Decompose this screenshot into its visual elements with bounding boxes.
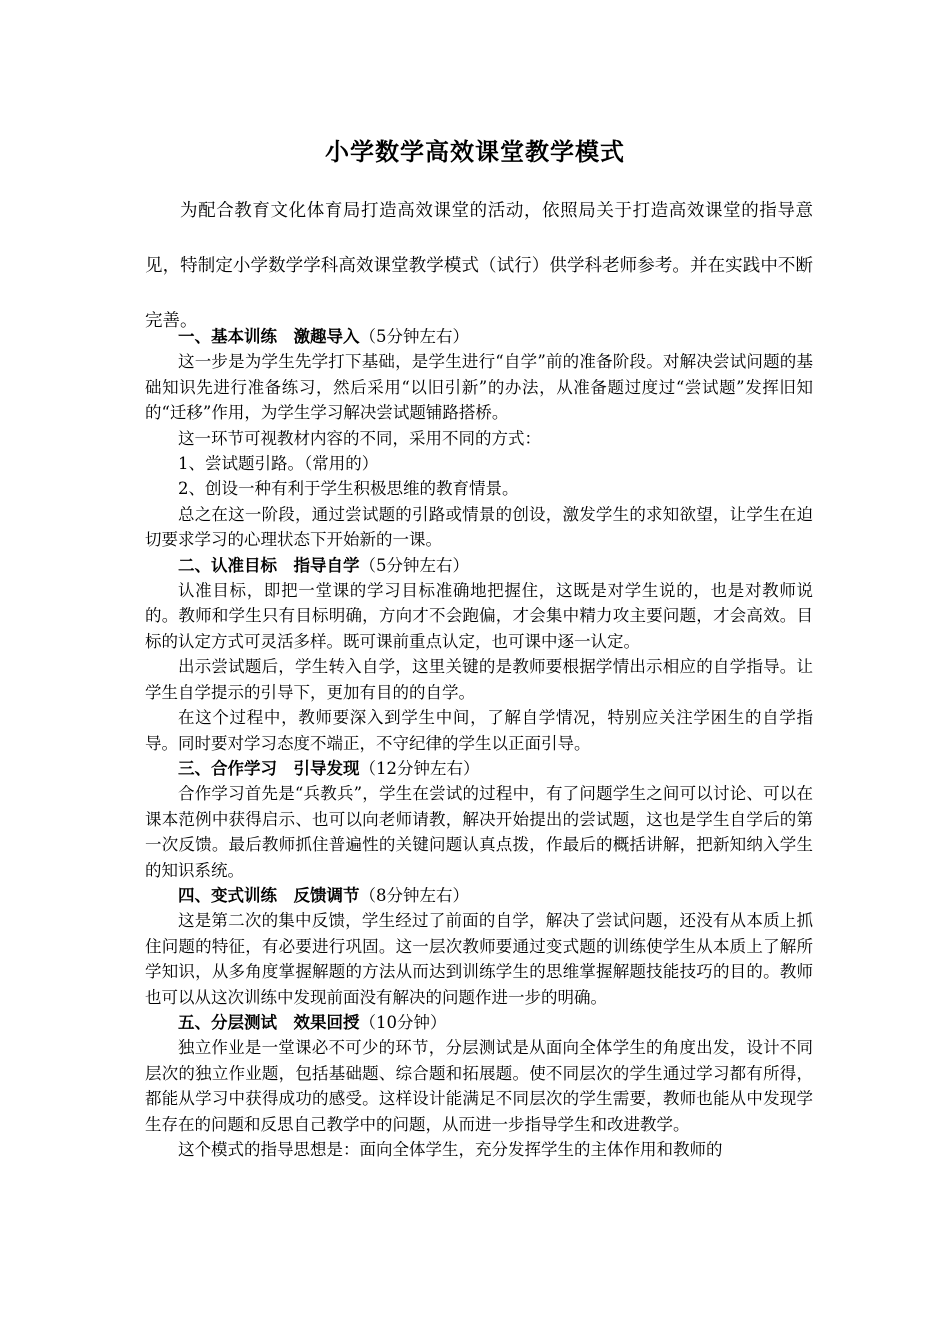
section-time: （8分钟左右） [359, 885, 469, 905]
body-paragraph: 这是第二次的集中反馈，学生经过了前面的自学，解决了尝试问题，还没有从本质上抓住问题的特征，有必要进行巩固。这一层次教师要通过变式题的训练使学生从本质上了解所学知识，从多角度掌握解题的方法从而达到训练学生的思维掌握解题技能技巧的目的。教师也可以从这次训练中发现前面没有解决的问题作进一步的明确。 [145, 911, 813, 1007]
section-heading [145, 883, 813, 908]
body-paragraph: 这个模式的指导思想是：面向全体学生，充分发挥学生的主体作用和教师的 [178, 1140, 723, 1159]
list-item: 2、创设一种有利于学生积极思维的教育情景。 [178, 479, 519, 499]
section-heading-label: 三、合作学习 引导发现 [178, 758, 360, 778]
section-heading [145, 1010, 813, 1035]
intro-paragraph: 为配合教育文化体育局打造高效课堂的活动，依照局关于打造高效课堂的指导意见，特制定小学数学学科高效课堂教学模式（试行）供学科老师参考。并在实践中不断完善。 [145, 201, 813, 331]
body-paragraph: 独立作业是一堂课必不可少的环节，分层测试是从面向全体学生的角度出发，设计不同层次的独立作业题，包括基础题、综合题和拓展题。使不同层次的学生通过学习都有所得，都能从学习中获得成功的感受。这样设计能满足不同层次的学生需要，教师也能从中发现学生存在的问题和反思自己教学中的问题，从而进一步指导学生和改进教学。 [145, 1038, 813, 1134]
document-body [145, 324, 813, 1162]
section-heading [145, 324, 813, 349]
body-paragraph: 总之在这一阶段，通过尝试题的引路或情景的创设，激发学生的求知欲望，让学生在迫切要求学习的心理状态下开始新的一课。 [145, 504, 813, 550]
section-heading [145, 553, 813, 578]
section-heading-label: 四、变式训练 反馈调节 [178, 885, 360, 905]
section-heading-label: 一、基本训练 激趣导入 [178, 327, 360, 346]
body-paragraph: 在这个过程中，教师要深入到学生中间，了解自学情况，特别应关注学困生的自学指导。同时要对学习态度不端正，不守纪律的学生以正面引导。 [145, 708, 813, 753]
list-item: 1、尝试题引路。（常用的） [178, 454, 379, 474]
page-title: 小学数学高效课堂教学模式 [325, 138, 625, 166]
section-heading [145, 756, 813, 781]
section-time: （10分钟） [359, 1012, 447, 1032]
body-paragraph: 这一步是为学生先学打下基础，是学生进行“自学”前的准备阶段。对解决尝试问题的基础知识先进行准备练习，然后采用“以旧引新”的办法，从准备题过度过“尝试题”发挥旧知的“迁移”作用，为学生学习解决尝试题铺路搭桥。 [145, 352, 813, 423]
section-time: （5分钟左右） [359, 555, 469, 575]
section-time: （5分钟左右） [359, 327, 469, 346]
body-paragraph: 这一环节可视教材内容的不同，采用不同的方式： [178, 428, 541, 448]
body-paragraph: 合作学习首先是“兵教兵”，学生在尝试的过程中，有了问题学生之间可以讨论、可以在课本范例中获得启示、也可以向老师请教，解决开始提出的尝试题，这也是学生自学后的第一次反馈。最后教师抓住普遍性的关键问题认真点拨，作最后的概括讲解，把新知纳入学生的知识系统。 [145, 784, 813, 880]
section-time: （12分钟左右） [359, 758, 480, 778]
section-heading-label: 二、认准目标 指导自学 [178, 555, 360, 575]
body-paragraph: 认准目标，即把一堂课的学习目标准确地把握住，这既是对学生说的，也是对教师说的。教师和学生只有目标明确，方向才不会跑偏，才会集中精力攻主要问题，才会高效。目标的认定方式可灵活多样。既可课前重点认定，也可课中逐一认定。 [145, 581, 813, 651]
section-heading-label: 五、分层测试 效果回授 [178, 1012, 360, 1032]
body-paragraph: 出示尝试题后，学生转入自学，这里关键的是教师要根据学情出示相应的自学指导。让学生自学提示的引导下，更加有目的的自学。 [145, 657, 813, 702]
